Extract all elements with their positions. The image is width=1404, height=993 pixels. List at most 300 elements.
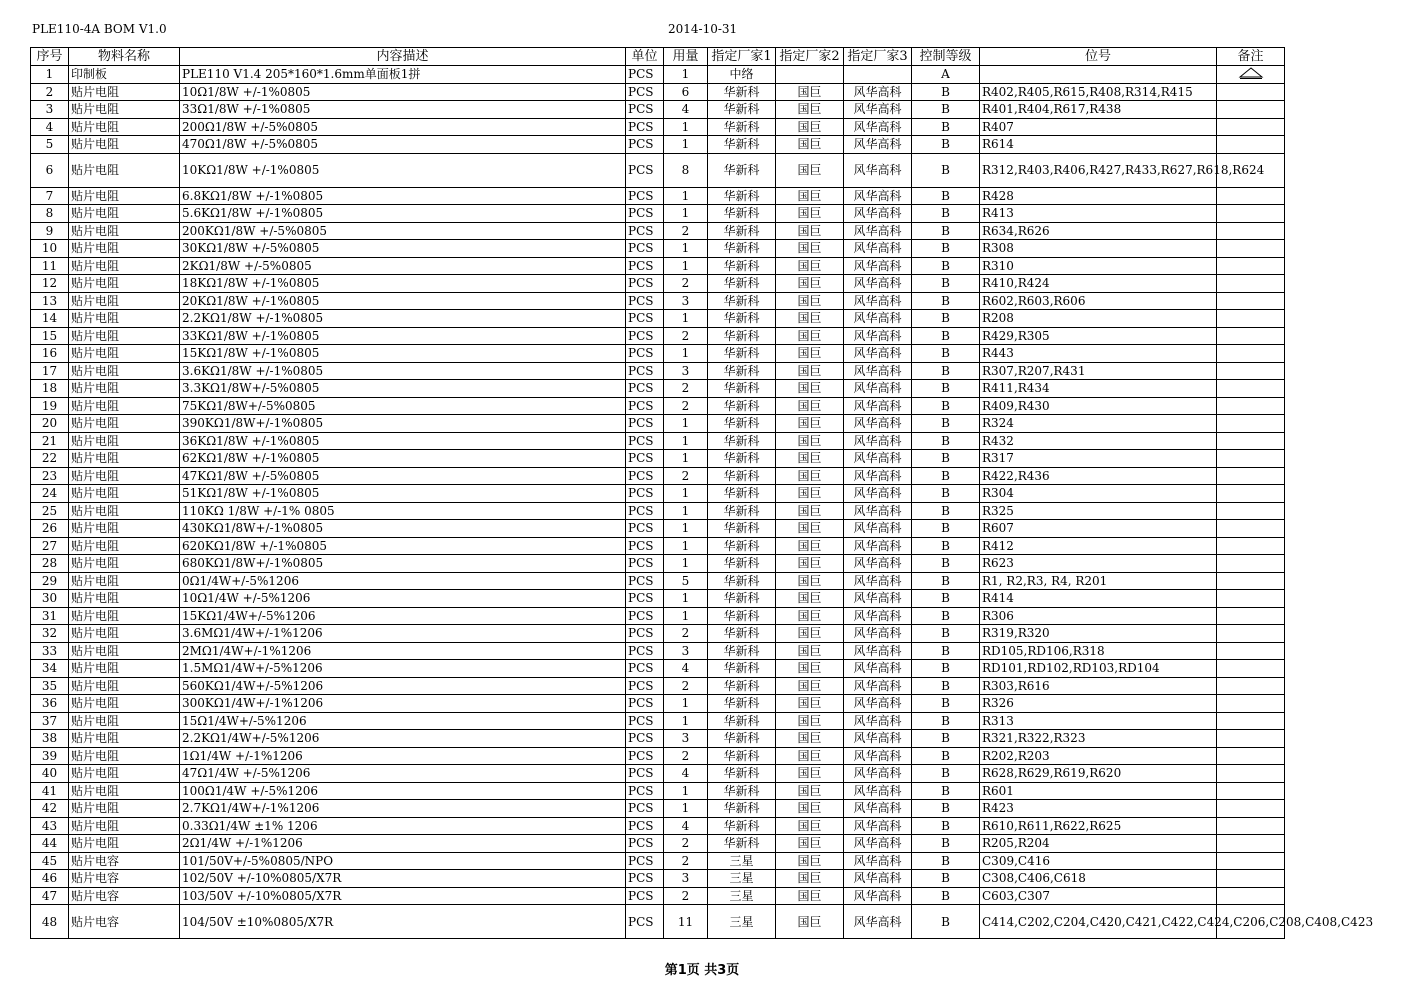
cell-description: 10Ω1/8W +/-1%0805 — [180, 83, 626, 101]
cell-remark — [1217, 817, 1285, 835]
cell-vendor1: 华新科 — [708, 800, 776, 818]
cell-vendor1: 华新科 — [708, 485, 776, 503]
cell-vendor3: 风华高科 — [844, 310, 912, 328]
cell-remark — [1217, 118, 1285, 136]
cell-quantity: 11 — [664, 905, 708, 939]
cell-description: 6.8KΩ1/8W +/-1%0805 — [180, 187, 626, 205]
cell-vendor2: 国巨 — [776, 782, 844, 800]
table-row — [31, 136, 1285, 154]
cell-description: 103/50V +/-10%0805/X7R — [180, 887, 626, 905]
cell-unit: PCS — [626, 870, 664, 888]
cell-control-level: B — [912, 118, 980, 136]
cell-unit: PCS — [626, 607, 664, 625]
cell-control-level: B — [912, 467, 980, 485]
cell-material: 贴片电阻 — [69, 607, 180, 625]
cell-quantity: 1 — [664, 782, 708, 800]
cell-control-level: B — [912, 590, 980, 608]
cell-position: R628,R629,R619,R620 — [980, 765, 1217, 783]
table-row — [31, 83, 1285, 101]
cell-description: 62KΩ1/8W +/-1%0805 — [180, 450, 626, 468]
cell-remark — [1217, 852, 1285, 870]
cell-index: 15 — [31, 327, 69, 345]
cell-index: 13 — [31, 292, 69, 310]
cell-vendor1: 华新科 — [708, 205, 776, 223]
cell-index: 27 — [31, 537, 69, 555]
cell-vendor1: 华新科 — [708, 782, 776, 800]
cell-position: R321,R322,R323 — [980, 730, 1217, 748]
cell-description: 0.33Ω1/4W ±1% 1206 — [180, 817, 626, 835]
table-row — [31, 118, 1285, 136]
cell-vendor1: 华新科 — [708, 450, 776, 468]
cell-unit: PCS — [626, 136, 664, 154]
cell-material: 贴片电阻 — [69, 205, 180, 223]
cell-vendor2: 国巨 — [776, 537, 844, 555]
cell-remark — [1217, 537, 1285, 555]
cell-index: 24 — [31, 485, 69, 503]
cell-quantity: 1 — [664, 432, 708, 450]
cell-control-level: B — [912, 852, 980, 870]
cell-quantity: 1 — [664, 537, 708, 555]
cell-remark — [1217, 205, 1285, 223]
cell-description: 51KΩ1/8W +/-1%0805 — [180, 485, 626, 503]
cell-material: 贴片电阻 — [69, 362, 180, 380]
cell-vendor3: 风华高科 — [844, 327, 912, 345]
cell-unit: PCS — [626, 362, 664, 380]
cell-position: R402,R405,R615,R408,R314,R415 — [980, 83, 1217, 101]
cell-position: R422,R436 — [980, 467, 1217, 485]
cell-material: 贴片电阻 — [69, 800, 180, 818]
cell-vendor2: 国巨 — [776, 136, 844, 154]
cell-quantity: 2 — [664, 625, 708, 643]
cell-index: 39 — [31, 747, 69, 765]
cell-material: 贴片电阻 — [69, 275, 180, 293]
cell-vendor1: 华新科 — [708, 310, 776, 328]
table-row — [31, 485, 1285, 503]
cell-quantity: 1 — [664, 257, 708, 275]
cell-control-level: B — [912, 905, 980, 939]
cell-vendor2: 国巨 — [776, 450, 844, 468]
cell-description: 2.2KΩ1/8W +/-1%0805 — [180, 310, 626, 328]
cell-remark — [1217, 415, 1285, 433]
cell-control-level: B — [912, 153, 980, 187]
cell-unit: PCS — [626, 432, 664, 450]
table-row — [31, 765, 1285, 783]
cell-quantity: 2 — [664, 222, 708, 240]
table-row — [31, 397, 1285, 415]
cell-description: 47Ω1/4W +/-5%1206 — [180, 765, 626, 783]
table-row — [31, 572, 1285, 590]
cell-position: R208 — [980, 310, 1217, 328]
table-row — [31, 502, 1285, 520]
cell-control-level: B — [912, 572, 980, 590]
cell-position: C414,C202,C204,C420,C421,C422,C424,C206,C208,C408,C423 — [980, 905, 1217, 939]
cell-vendor1: 中络 — [708, 66, 776, 84]
table-row — [31, 292, 1285, 310]
cell-unit: PCS — [626, 222, 664, 240]
cell-description: 300KΩ1/4W+/-1%1206 — [180, 695, 626, 713]
cell-quantity: 2 — [664, 887, 708, 905]
cell-quantity: 1 — [664, 450, 708, 468]
cell-unit: PCS — [626, 345, 664, 363]
cell-material: 贴片电阻 — [69, 118, 180, 136]
cell-vendor3: 风华高科 — [844, 187, 912, 205]
cell-remark — [1217, 730, 1285, 748]
cell-material: 贴片电阻 — [69, 432, 180, 450]
cell-material: 贴片电阻 — [69, 467, 180, 485]
cell-unit: PCS — [626, 240, 664, 258]
table-row — [31, 712, 1285, 730]
cell-vendor2: 国巨 — [776, 380, 844, 398]
cell-description: 15Ω1/4W+/-5%1206 — [180, 712, 626, 730]
cell-description: 104/50V ±10%0805/X7R — [180, 905, 626, 939]
cell-vendor3: 风华高科 — [844, 136, 912, 154]
cell-position: R443 — [980, 345, 1217, 363]
table-row — [31, 275, 1285, 293]
cell-control-level: B — [912, 310, 980, 328]
cell-position: R306 — [980, 607, 1217, 625]
cell-vendor1: 华新科 — [708, 153, 776, 187]
triangle-symbol-icon — [1238, 66, 1264, 79]
cell-control-level: B — [912, 502, 980, 520]
cell-material: 贴片电阻 — [69, 817, 180, 835]
cell-control-level: B — [912, 83, 980, 101]
table-row — [31, 467, 1285, 485]
cell-vendor2: 国巨 — [776, 257, 844, 275]
col-header-index: 序号 — [31, 48, 69, 66]
cell-remark — [1217, 327, 1285, 345]
cell-vendor2: 国巨 — [776, 83, 844, 101]
cell-position: R407 — [980, 118, 1217, 136]
cell-unit: PCS — [626, 712, 664, 730]
table-row — [31, 66, 1285, 84]
cell-remark — [1217, 432, 1285, 450]
cell-description: 560KΩ1/4W+/-5%1206 — [180, 677, 626, 695]
cell-position: R601 — [980, 782, 1217, 800]
cell-vendor1: 三星 — [708, 852, 776, 870]
cell-vendor1: 华新科 — [708, 222, 776, 240]
table-row — [31, 555, 1285, 573]
cell-vendor3: 风华高科 — [844, 870, 912, 888]
cell-vendor2 — [776, 66, 844, 84]
cell-index: 9 — [31, 222, 69, 240]
cell-vendor2: 国巨 — [776, 555, 844, 573]
table-row — [31, 520, 1285, 538]
cell-vendor1: 华新科 — [708, 625, 776, 643]
cell-quantity: 1 — [664, 485, 708, 503]
cell-remark — [1217, 345, 1285, 363]
cell-description: 430KΩ1/8W+/-1%0805 — [180, 520, 626, 538]
cell-vendor3: 风华高科 — [844, 222, 912, 240]
cell-quantity: 2 — [664, 747, 708, 765]
cell-index: 30 — [31, 590, 69, 608]
col-header-material: 物料名称 — [69, 48, 180, 66]
cell-vendor3: 风华高科 — [844, 800, 912, 818]
cell-unit: PCS — [626, 835, 664, 853]
table-row — [31, 625, 1285, 643]
cell-vendor3: 风华高科 — [844, 415, 912, 433]
cell-material: 贴片电阻 — [69, 642, 180, 660]
cell-unit: PCS — [626, 555, 664, 573]
cell-remark — [1217, 765, 1285, 783]
cell-description: 33Ω1/8W +/-1%0805 — [180, 101, 626, 119]
cell-vendor3: 风华高科 — [844, 660, 912, 678]
cell-quantity: 1 — [664, 555, 708, 573]
cell-vendor3: 风华高科 — [844, 642, 912, 660]
col-header-position: 位号 — [980, 48, 1217, 66]
cell-remark — [1217, 467, 1285, 485]
cell-position: R325 — [980, 502, 1217, 520]
cell-remark — [1217, 887, 1285, 905]
cell-vendor3: 风华高科 — [844, 765, 912, 783]
cell-vendor2: 国巨 — [776, 765, 844, 783]
cell-vendor1: 华新科 — [708, 362, 776, 380]
cell-remark — [1217, 660, 1285, 678]
cell-description: 10KΩ1/8W +/-1%0805 — [180, 153, 626, 187]
cell-description: 200Ω1/8W +/-5%0805 — [180, 118, 626, 136]
cell-index: 48 — [31, 905, 69, 939]
cell-position: R310 — [980, 257, 1217, 275]
page-footer: 第1页 共3页 — [664, 963, 740, 978]
cell-quantity: 2 — [664, 835, 708, 853]
cell-unit: PCS — [626, 292, 664, 310]
cell-index: 21 — [31, 432, 69, 450]
cell-vendor3: 风华高科 — [844, 555, 912, 573]
cell-material: 贴片电阻 — [69, 153, 180, 187]
cell-vendor3: 风华高科 — [844, 905, 912, 939]
cell-vendor2: 国巨 — [776, 642, 844, 660]
cell-control-level: B — [912, 607, 980, 625]
table-row — [31, 205, 1285, 223]
cell-quantity: 2 — [664, 380, 708, 398]
cell-vendor1: 华新科 — [708, 765, 776, 783]
cell-vendor2: 国巨 — [776, 817, 844, 835]
cell-description: 18KΩ1/8W +/-1%0805 — [180, 275, 626, 293]
cell-quantity: 2 — [664, 677, 708, 695]
cell-position: R429,R305 — [980, 327, 1217, 345]
cell-vendor2: 国巨 — [776, 205, 844, 223]
cell-unit: PCS — [626, 101, 664, 119]
table-row — [31, 590, 1285, 608]
cell-control-level: B — [912, 625, 980, 643]
cell-index: 14 — [31, 310, 69, 328]
cell-position: R610,R611,R622,R625 — [980, 817, 1217, 835]
cell-position: R202,R203 — [980, 747, 1217, 765]
cell-index: 11 — [31, 257, 69, 275]
cell-position: R411,R434 — [980, 380, 1217, 398]
table-row — [31, 257, 1285, 275]
cell-control-level: B — [912, 450, 980, 468]
cell-control-level: B — [912, 747, 980, 765]
cell-index: 7 — [31, 187, 69, 205]
cell-description: 1Ω1/4W +/-1%1206 — [180, 747, 626, 765]
cell-vendor1: 华新科 — [708, 101, 776, 119]
cell-control-level: B — [912, 187, 980, 205]
table-row — [31, 660, 1285, 678]
cell-material: 贴片电阻 — [69, 327, 180, 345]
cell-unit: PCS — [626, 415, 664, 433]
cell-index: 31 — [31, 607, 69, 625]
cell-vendor3: 风华高科 — [844, 607, 912, 625]
cell-remark — [1217, 136, 1285, 154]
col-header-description: 内容描述 — [180, 48, 626, 66]
cell-vendor1: 华新科 — [708, 502, 776, 520]
cell-description: 100Ω1/4W +/-5%1206 — [180, 782, 626, 800]
cell-description: 47KΩ1/8W +/-5%0805 — [180, 467, 626, 485]
cell-position: R413 — [980, 205, 1217, 223]
cell-vendor1: 华新科 — [708, 83, 776, 101]
cell-vendor1: 华新科 — [708, 345, 776, 363]
cell-material: 贴片电阻 — [69, 695, 180, 713]
cell-remark — [1217, 835, 1285, 853]
cell-unit: PCS — [626, 83, 664, 101]
cell-quantity: 1 — [664, 502, 708, 520]
cell-material: 贴片电阻 — [69, 450, 180, 468]
cell-vendor2: 国巨 — [776, 800, 844, 818]
cell-material: 贴片电阻 — [69, 625, 180, 643]
cell-remark — [1217, 257, 1285, 275]
cell-control-level: B — [912, 520, 980, 538]
cell-vendor3: 风华高科 — [844, 520, 912, 538]
cell-remark — [1217, 310, 1285, 328]
cell-control-level: B — [912, 292, 980, 310]
cell-quantity: 4 — [664, 660, 708, 678]
cell-remark — [1217, 590, 1285, 608]
cell-vendor3: 风华高科 — [844, 537, 912, 555]
cell-material: 贴片电阻 — [69, 660, 180, 678]
cell-index: 1 — [31, 66, 69, 84]
cell-quantity: 6 — [664, 83, 708, 101]
cell-control-level: B — [912, 870, 980, 888]
cell-unit: PCS — [626, 467, 664, 485]
cell-vendor2: 国巨 — [776, 153, 844, 187]
cell-quantity: 1 — [664, 66, 708, 84]
cell-position: R423 — [980, 800, 1217, 818]
cell-material: 贴片电阻 — [69, 397, 180, 415]
cell-quantity: 1 — [664, 136, 708, 154]
cell-material: 贴片电阻 — [69, 537, 180, 555]
cell-unit: PCS — [626, 537, 664, 555]
cell-index: 5 — [31, 136, 69, 154]
cell-vendor1: 华新科 — [708, 747, 776, 765]
cell-position: C309,C416 — [980, 852, 1217, 870]
table-row — [31, 730, 1285, 748]
cell-index: 34 — [31, 660, 69, 678]
cell-quantity: 3 — [664, 292, 708, 310]
cell-vendor1: 华新科 — [708, 118, 776, 136]
cell-control-level: B — [912, 887, 980, 905]
cell-control-level: B — [912, 222, 980, 240]
cell-material: 贴片电阻 — [69, 485, 180, 503]
table-row — [31, 852, 1285, 870]
cell-material: 贴片电阻 — [69, 572, 180, 590]
table-row — [31, 101, 1285, 119]
table-row — [31, 642, 1285, 660]
cell-material: 贴片电阻 — [69, 835, 180, 853]
cell-unit: PCS — [626, 817, 664, 835]
cell-material: 贴片电容 — [69, 905, 180, 939]
cell-position: R317 — [980, 450, 1217, 468]
cell-unit: PCS — [626, 660, 664, 678]
cell-index: 6 — [31, 153, 69, 187]
cell-control-level: B — [912, 397, 980, 415]
cell-material: 贴片电阻 — [69, 555, 180, 573]
cell-remark — [1217, 397, 1285, 415]
cell-vendor2: 国巨 — [776, 712, 844, 730]
cell-control-level: B — [912, 642, 980, 660]
cell-remark — [1217, 83, 1285, 101]
cell-control-level: B — [912, 800, 980, 818]
cell-position: R303,R616 — [980, 677, 1217, 695]
cell-description: 2.2KΩ1/4W+/-5%1206 — [180, 730, 626, 748]
cell-vendor2: 国巨 — [776, 362, 844, 380]
cell-index: 22 — [31, 450, 69, 468]
cell-index: 40 — [31, 765, 69, 783]
cell-vendor3: 风华高科 — [844, 782, 912, 800]
cell-vendor1: 华新科 — [708, 817, 776, 835]
cell-vendor3: 风华高科 — [844, 835, 912, 853]
cell-quantity: 4 — [664, 765, 708, 783]
cell-vendor2: 国巨 — [776, 345, 844, 363]
table-row — [31, 187, 1285, 205]
cell-vendor1: 华新科 — [708, 642, 776, 660]
cell-control-level: B — [912, 205, 980, 223]
cell-description: 2.7KΩ1/4W+/-1%1206 — [180, 800, 626, 818]
cell-vendor1: 华新科 — [708, 520, 776, 538]
cell-vendor2: 国巨 — [776, 660, 844, 678]
cell-vendor3: 风华高科 — [844, 153, 912, 187]
cell-vendor1: 华新科 — [708, 397, 776, 415]
cell-position: R614 — [980, 136, 1217, 154]
table-row — [31, 677, 1285, 695]
cell-material: 贴片电阻 — [69, 310, 180, 328]
cell-position: R410,R424 — [980, 275, 1217, 293]
col-header-vendor1: 指定厂家1 — [708, 48, 776, 66]
cell-vendor1: 华新科 — [708, 677, 776, 695]
cell-description: 2KΩ1/8W +/-5%0805 — [180, 257, 626, 275]
cell-vendor3: 风华高科 — [844, 502, 912, 520]
cell-vendor2: 国巨 — [776, 240, 844, 258]
table-row — [31, 240, 1285, 258]
document-title: PLE110-4A BOM V1.0 — [32, 22, 167, 36]
cell-vendor3 — [844, 66, 912, 84]
table-row — [31, 327, 1285, 345]
cell-vendor3: 风华高科 — [844, 83, 912, 101]
cell-position: R401,R404,R617,R438 — [980, 101, 1217, 119]
cell-vendor3: 风华高科 — [844, 747, 912, 765]
cell-quantity: 1 — [664, 118, 708, 136]
cell-description: PLE110 V1.4 205*160*1.6mm单面板1拼 — [180, 66, 626, 84]
bom-table — [30, 47, 1374, 939]
cell-description: 620KΩ1/8W +/-1%0805 — [180, 537, 626, 555]
cell-remark — [1217, 362, 1285, 380]
cell-material: 贴片电容 — [69, 887, 180, 905]
cell-position: R205,R204 — [980, 835, 1217, 853]
cell-unit: PCS — [626, 450, 664, 468]
cell-index: 3 — [31, 101, 69, 119]
cell-quantity: 1 — [664, 240, 708, 258]
cell-description: 75KΩ1/8W+/-5%0805 — [180, 397, 626, 415]
cell-material: 贴片电阻 — [69, 590, 180, 608]
cell-vendor2: 国巨 — [776, 607, 844, 625]
cell-quantity: 2 — [664, 275, 708, 293]
cell-description: 33KΩ1/8W +/-1%0805 — [180, 327, 626, 345]
table-row — [31, 222, 1285, 240]
cell-unit: PCS — [626, 800, 664, 818]
cell-vendor3: 风华高科 — [844, 887, 912, 905]
table-row — [31, 345, 1285, 363]
cell-vendor3: 风华高科 — [844, 397, 912, 415]
cell-index: 35 — [31, 677, 69, 695]
